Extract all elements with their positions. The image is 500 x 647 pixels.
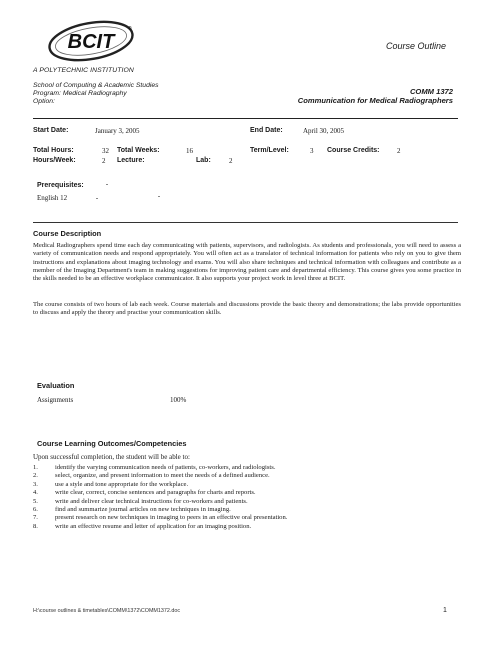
list-item-number: 8.	[33, 522, 38, 530]
document-type: Course Outline	[386, 41, 447, 51]
list-item	[33, 514, 453, 522]
list-item-number: 3.	[33, 480, 38, 488]
scan-speck	[106, 184, 108, 185]
description-paragraph-2: The course consists of two hours of lab each week. Course materials and discussions provide the basic theory and demonstrations; the labs provide opportunities to discuss and apply the theory and practise your communication skills.	[33, 301, 461, 317]
header-divider	[33, 118, 458, 119]
list-item-number: 1.	[33, 464, 38, 471]
term-value: 3	[310, 147, 314, 155]
school-name: School of Computing & Academic Studies	[33, 82, 159, 89]
list-item-text: use a style and tone appropriate for the workplace.	[55, 480, 189, 488]
page-number: 1	[443, 607, 447, 614]
list-item-number: 7.	[33, 514, 38, 522]
scan-speck	[96, 198, 98, 199]
list-item	[33, 481, 453, 489]
end-date-value: April 30, 2005	[303, 127, 345, 135]
start-date-label: Start Date:	[33, 127, 69, 134]
list-item-text: find and summarize journal articles on new techniques in imaging.	[55, 506, 231, 514]
description-divider	[33, 222, 458, 223]
prerequisites-label: Prerequisites:	[37, 182, 84, 189]
total-hours-value: 32	[102, 147, 109, 155]
list-item-number: 4.	[33, 489, 38, 497]
term-label: Term/Level:	[250, 147, 289, 154]
list-item-text: present research on new techniques in imaging to peers in an effective oral presentation.	[55, 514, 288, 522]
total-weeks-value: 16	[186, 147, 193, 155]
course-title: Communication for Medical Radiographers	[297, 96, 453, 105]
svg-text:BCIT: BCIT	[67, 31, 115, 53]
list-item	[33, 472, 453, 480]
total-weeks-label: Total Weeks:	[117, 147, 160, 154]
course-code: COMM 1372	[409, 87, 453, 96]
credits-value: 2	[397, 147, 401, 155]
list-item	[33, 523, 453, 531]
list-item-text: write clear, correct, concise sentences and paragraphs for charts and reports.	[55, 489, 256, 497]
institution-tagline: A POLYTECHNIC INSTITUTION	[33, 67, 134, 74]
bcit-logo	[44, 18, 136, 64]
description-paragraph-1: Medical Radiographers spend time each day communicating with patients, supervisors, and radiologists. As students and professionals, you will need to assess a variety of communication needs and respond appropriately. You will often act as a translator of technical information for patients who rely on you to give them instructions and explanations about imaging technology and exams. You will also share techniques and technical information with colleagues and contribute as a member of the Imaging Department's team in making suggestions for improving patient care and departmental efficiency. This course gives you some practice in the skills needed to be an effective workplace communicator. It also supports your project work in level three at BCIT.	[33, 242, 461, 283]
list-item-number: 6.	[33, 506, 38, 514]
list-item-text: write an effective resume and letter of application for an imaging position.	[55, 522, 252, 530]
list-item	[33, 498, 453, 506]
credits-label: Course Credits:	[327, 147, 380, 154]
description-heading: Course Description	[33, 229, 102, 238]
list-item	[33, 464, 453, 472]
outcomes-intro: Upon successful completion, the student will be able to:	[33, 453, 190, 461]
evaluation-item-value: 100%	[170, 396, 187, 404]
scan-speck	[158, 196, 160, 197]
hours-week-value: 2	[102, 157, 106, 165]
list-item-text: identify the varying communication needs of patients, co-workers, and radiologists.	[55, 464, 276, 471]
lab-value: 2	[229, 157, 233, 165]
end-date-label: End Date:	[250, 127, 283, 134]
list-item	[33, 489, 453, 497]
list-item-number: 2.	[33, 472, 38, 480]
program-info	[33, 82, 159, 106]
evaluation-heading: Evaluation	[37, 381, 75, 390]
start-date-value: January 3, 2005	[95, 127, 140, 135]
evaluation-item-label: Assignments	[37, 396, 74, 404]
hours-week-label: Hours/Week:	[33, 157, 76, 164]
prerequisites-value: English 12	[37, 194, 68, 202]
list-item	[33, 506, 453, 514]
footer-file-path: H:\course outlines & timetables\COMM\1372\COMM1372.doc	[33, 608, 181, 614]
list-item-text: select, organize, and present information to meet the needs of a defined audience.	[55, 472, 270, 480]
list-item-number: 5.	[33, 497, 38, 505]
lab-label: Lab:	[196, 157, 211, 164]
list-item-text: write and deliver clear technical instructions for co-workers and patients.	[55, 497, 248, 505]
total-hours-label: Total Hours:	[33, 147, 74, 154]
option-label: Option:	[33, 98, 55, 105]
outcomes-list	[33, 464, 453, 531]
svg-text:®: ®	[128, 26, 132, 32]
program-name: Program: Medical Radiography	[33, 90, 127, 97]
outcomes-heading: Course Learning Outcomes/Competencies	[37, 439, 187, 448]
lecture-label: Lecture:	[117, 157, 145, 164]
